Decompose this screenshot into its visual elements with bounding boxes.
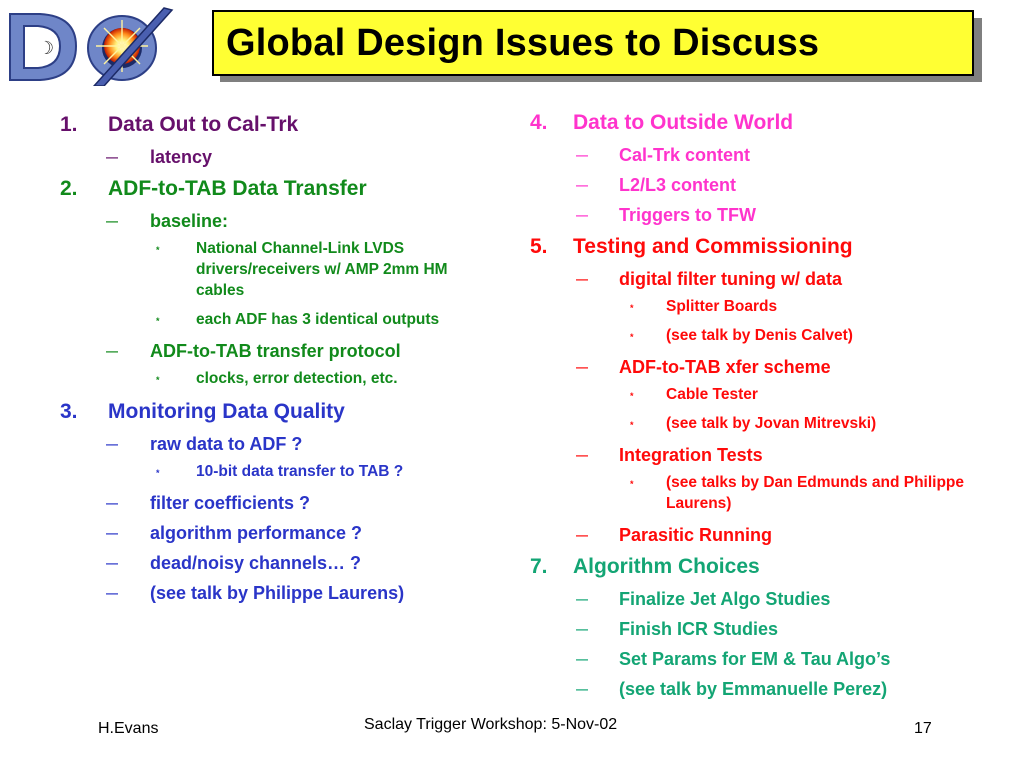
star-bullet-icon: * [630,332,634,342]
bullet-level-2 [0,142,512,172]
bullet-text: ADF-to-TAB transfer protocol [150,341,401,361]
dash-bullet-icon: — [576,448,588,462]
bullet-text: algorithm performance ? [150,523,363,543]
bullet-level-2 [512,614,1024,644]
bullet-level-2 [0,206,512,236]
bullet-number: 1. [60,113,78,136]
dash-bullet-icon: — [106,150,118,164]
d0-logo [4,4,174,86]
bullet-text: (see talk by Philippe Laurens) [150,583,405,603]
bullet-level-3 [0,307,512,330]
bullet-text: raw data to ADF ? [150,434,303,454]
footer-page-number: 17 [914,720,932,737]
bullet-level-2 [0,336,512,366]
bullet-level-2 [0,548,512,578]
bullet-number: 3. [60,400,78,423]
bullet-text: ADF-to-TAB xfer scheme [619,357,831,377]
dash-bullet-icon: — [576,148,588,162]
bullet-level-3 [0,366,512,389]
star-bullet-icon: * [156,245,160,255]
bullet-text: clocks, error detection, etc. [196,370,398,387]
dash-bullet-icon: — [106,344,118,358]
star-bullet-icon: * [630,303,634,313]
bullet-text: 10-bit data transfer to TAB ? [196,463,404,480]
bullet-text: Algorithm Choices [573,555,760,578]
bullet-text: L2/L3 content [619,175,737,195]
dash-bullet-icon: — [576,652,588,666]
bullet-level-2 [512,584,1024,614]
dash-bullet-icon: — [106,437,118,451]
bullet-level-1 [0,395,512,429]
bullet-text: digital filter tuning w/ data [619,269,842,289]
right-column [512,106,1024,704]
bullet-text: baseline: [150,211,229,231]
bullet-text: Parasitic Running [619,525,773,545]
bullet-level-2 [512,440,1024,470]
bullet-text: (see talk by Jovan Mitrevski) [666,415,877,432]
bullet-text: Set Params for EM & Tau Algo’s [619,649,891,669]
bullet-level-2 [0,518,512,548]
bullet-level-3 [0,459,512,482]
bullet-text: Data to Outside World [573,111,794,134]
bullet-level-3 [512,411,1024,434]
bullet-text: filter coefficients ? [150,493,311,513]
bullet-number: 7. [530,555,548,578]
bullet-level-3 [512,294,1024,317]
bullet-text: Triggers to TFW [619,205,756,225]
bullet-level-2 [512,140,1024,170]
bullet-level-2 [512,264,1024,294]
bullet-text: (see talk by Emmanuelle Perez) [619,679,888,699]
bullet-text: National Channel-Link LVDS drivers/receivers w/ AMP 2mm HM cables [196,240,448,299]
bullet-level-2 [512,200,1024,230]
star-bullet-icon: * [630,391,634,401]
bullet-text: (see talks by Dan Edmunds and Philippe Laurens) [666,474,965,512]
dash-bullet-icon: — [576,272,588,286]
dash-bullet-icon: — [106,526,118,540]
star-bullet-icon: * [630,420,634,430]
bullet-level-1 [512,230,1024,264]
slide-title: Global Design Issues to Discuss [226,21,820,64]
dash-bullet-icon: — [576,682,588,696]
bullet-text: Testing and Commissioning [573,235,853,258]
star-bullet-icon: * [156,375,160,385]
bullet-text: (see talk by Denis Calvet) [666,327,853,344]
dash-bullet-icon: — [576,178,588,192]
bullet-level-2 [0,488,512,518]
left-column [0,108,512,608]
bullet-level-1 [0,172,512,206]
bullet-level-3 [512,470,1024,514]
bullet-text: Cal-Trk content [619,145,751,165]
dash-bullet-icon: — [576,360,588,374]
bullet-text: Integration Tests [619,445,763,465]
bullet-number: 4. [530,111,548,134]
star-bullet-icon: * [156,316,160,326]
bullet-number: 5. [530,235,548,258]
dash-bullet-icon: — [576,528,588,542]
footer-author: H.Evans [98,720,159,737]
bullet-level-2 [512,352,1024,382]
bullet-level-3 [512,382,1024,405]
bullet-level-2 [0,578,512,608]
bullet-level-2 [512,520,1024,550]
bullet-level-2 [512,674,1024,704]
title-box [212,10,974,76]
bullet-level-2 [0,429,512,459]
bullet-level-1 [512,550,1024,584]
bullet-text: Finish ICR Studies [619,619,779,639]
bullet-number: 2. [60,177,78,200]
bullet-text: Finalize Jet Algo Studies [619,589,831,609]
bullet-text: dead/noisy channels… ? [150,553,362,573]
star-bullet-icon: * [156,468,160,478]
bullet-text: Splitter Boards [666,298,778,315]
dash-bullet-icon: — [576,592,588,606]
bullet-text: Cable Tester [666,386,758,403]
bullet-text: latency [150,147,213,167]
bullet-text: Monitoring Data Quality [108,400,345,423]
bullet-level-2 [512,644,1024,674]
star-bullet-icon: * [630,479,634,489]
dash-bullet-icon: — [106,586,118,600]
svg-text:☽: ☽ [38,38,55,59]
dash-bullet-icon: — [106,556,118,570]
dash-bullet-icon: — [106,214,118,228]
bullet-level-1 [512,106,1024,140]
dash-bullet-icon: — [576,208,588,222]
bullet-level-3 [512,323,1024,346]
footer-event: Saclay Trigger Workshop: 5-Nov-02 [364,716,618,733]
bullet-text: ADF-to-TAB Data Transfer [108,177,367,200]
dash-bullet-icon: — [106,496,118,510]
bullet-level-2 [512,170,1024,200]
bullet-level-3 [0,236,512,301]
dash-bullet-icon: — [576,622,588,636]
bullet-text: each ADF has 3 identical outputs [196,311,440,328]
bullet-text: Data Out to Cal-Trk [108,113,299,136]
bullet-level-1 [0,108,512,142]
